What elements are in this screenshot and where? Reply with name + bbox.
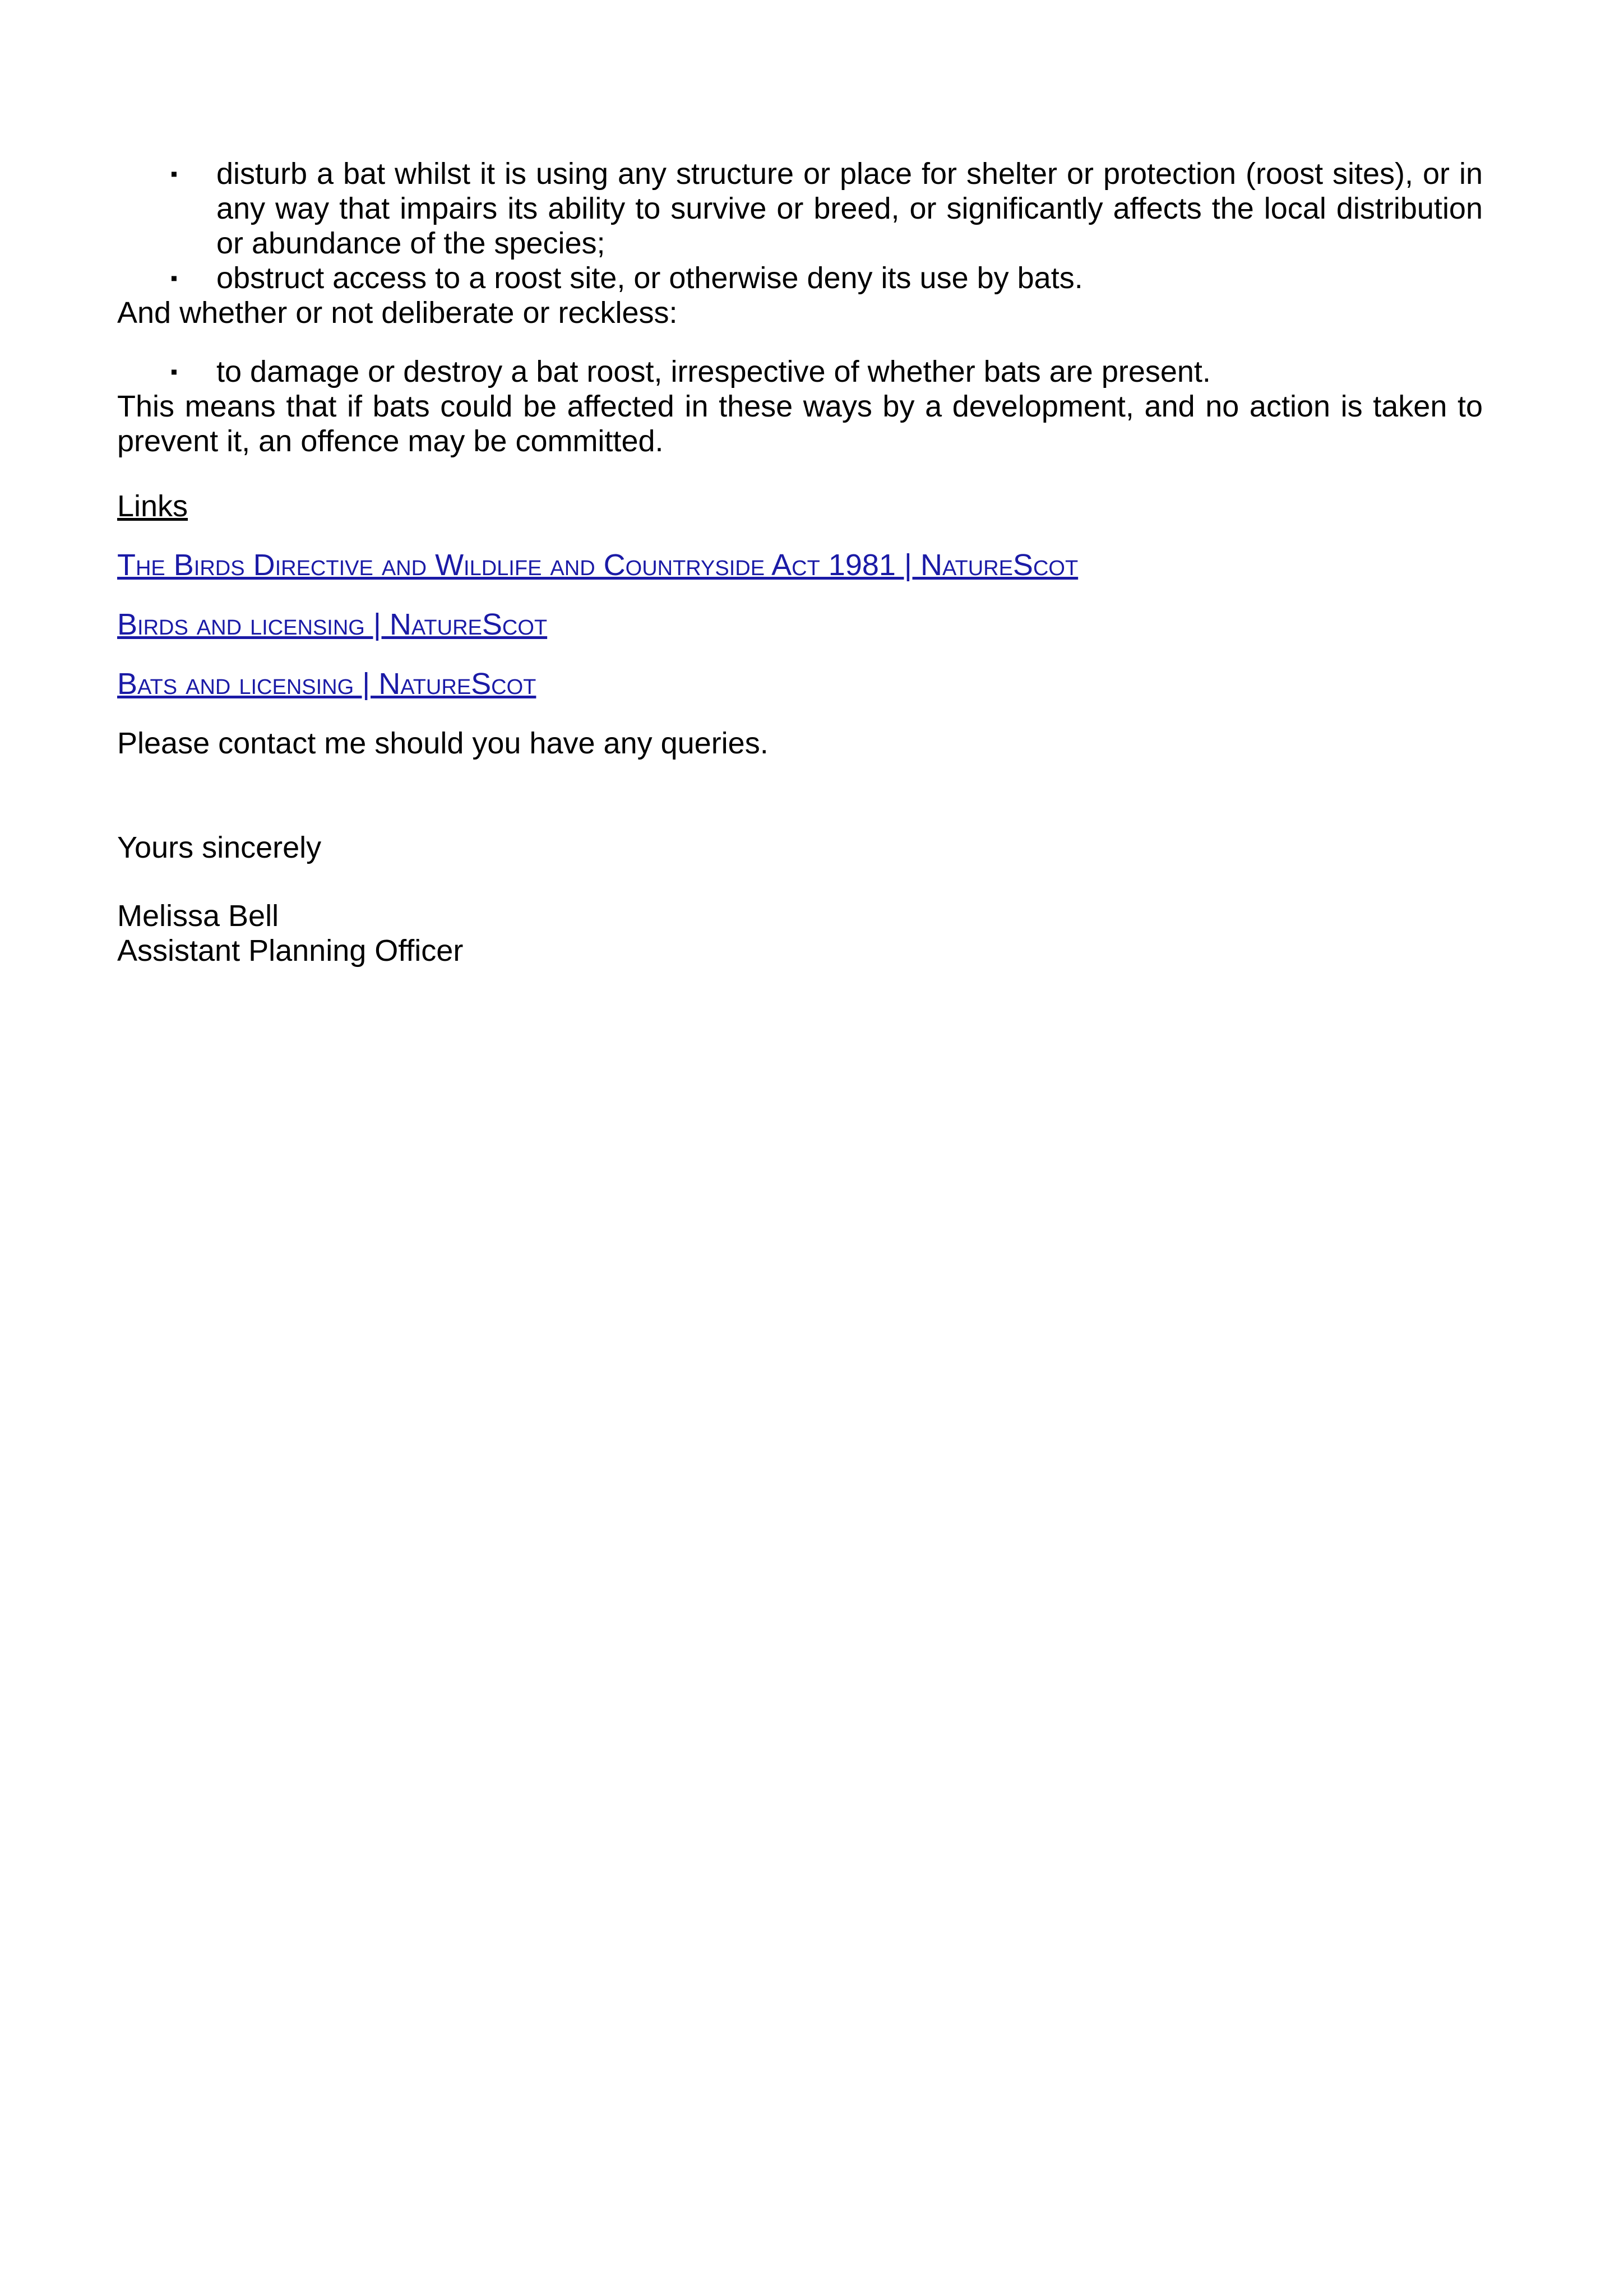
link-birds-directive[interactable]: The Birds Directive and Wildlife and Countryside Act 1981 | NatureScot [117,548,1079,582]
roost-damage-list [117,354,1483,389]
link-birds-licensing[interactable]: Birds and licensing | NatureScot [117,608,548,641]
bullet-marker: ▪ [170,162,178,185]
offence-conclusion: This means that if bats could be affected in these ways by a development, and no action is taken to prevent it, an offence may be committed. [117,390,1483,458]
link-row-birds-licensing [117,607,1483,642]
list-item [117,261,1483,295]
signatory-name: Melissa Bell [117,899,279,933]
link-row-birds-directive [117,548,1483,582]
list-item [117,354,1483,389]
list-item-text: obstruct access to a roost site, or otherwise deny its use by bats. [216,261,1083,295]
bat-offences-list [117,156,1483,295]
signoff: Yours sincerely [117,831,322,864]
signatory-title: Assistant Planning Officer [117,934,464,968]
bullet-marker: ▪ [170,360,178,383]
links-heading [117,489,1483,524]
list-item-text: to damage or destroy a bat roost, irrespective of whether bats are present. [216,355,1211,388]
links-heading-text: Links [117,489,188,523]
list-item [117,156,1483,261]
bullet-list-a [117,156,1483,295]
bullet-list-b [117,354,1483,389]
list-item-text: disturb a bat whilst it is using any structure or place for shelter or protection (roost sites), or in any way that impairs its ability to survive or breed, or significantly affects the local distribution or abundance of the species; [216,157,1483,260]
deliberate-intro: And whether or not deliberate or reckless: [117,296,678,330]
bullet-marker: ▪ [170,266,178,289]
link-row-bats-licensing [117,666,1483,701]
contact-line: Please contact me should you have any queries. [117,726,769,760]
link-bats-licensing[interactable]: Bats and licensing | NatureScot [117,667,536,701]
